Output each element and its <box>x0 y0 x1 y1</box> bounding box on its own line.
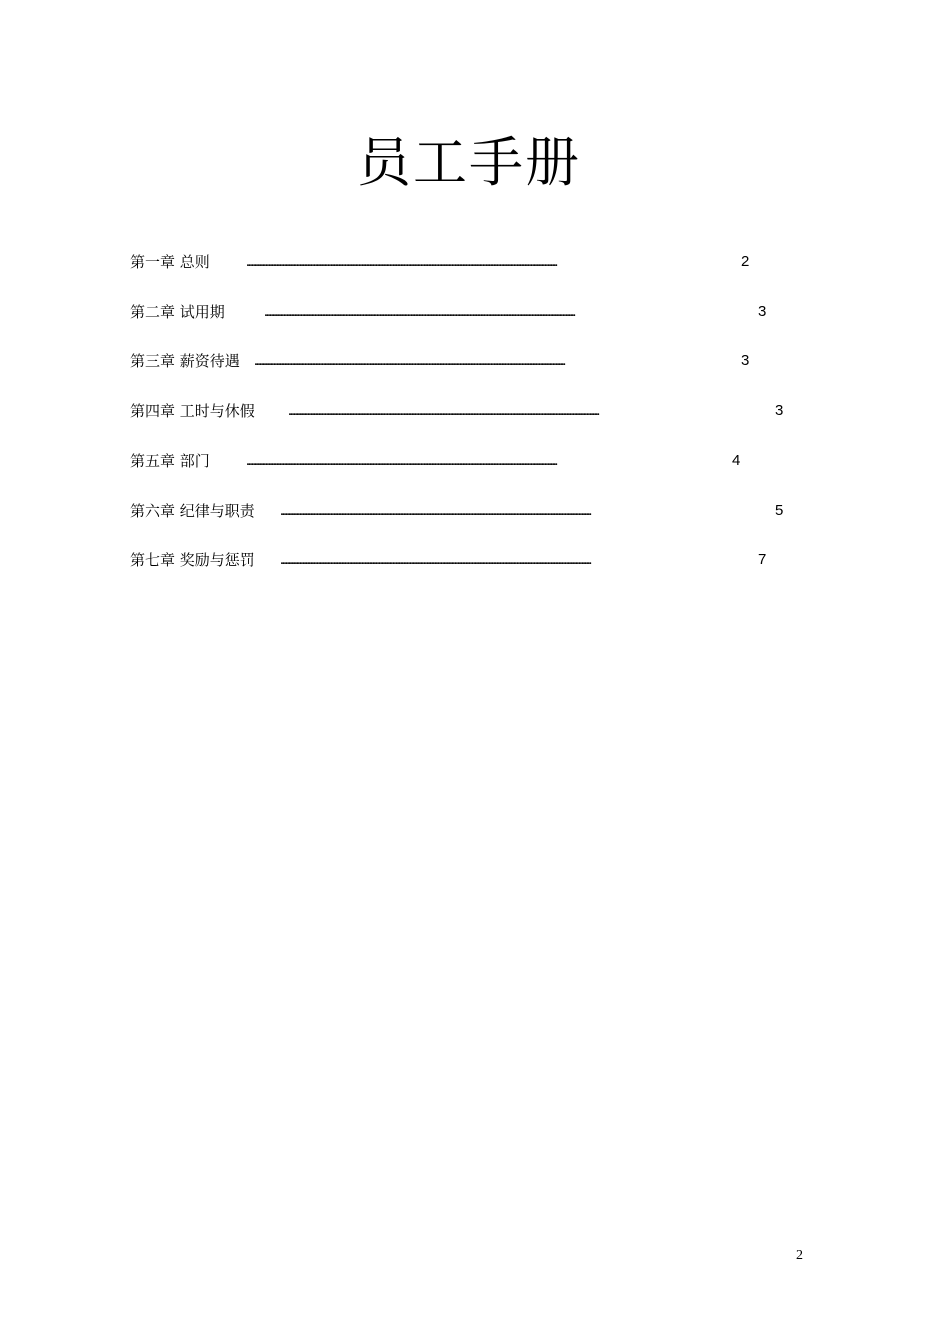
toc-entry-label: 第六章 纪律与职责 <box>130 502 255 520</box>
document-title: 员工手册 <box>357 131 581 194</box>
page-number: 2 <box>796 1248 803 1263</box>
toc-entry-label: 第三章 薪资待遇 <box>130 352 240 370</box>
toc-dot-leader: ........................................................................................................................................................................................................ <box>280 552 591 568</box>
toc-entry-label: 第一章 总则 <box>130 253 210 271</box>
toc-entry-page: 5 <box>775 502 784 519</box>
toc-dot-leader: ........................................................................................................................................................................................................ <box>246 254 557 270</box>
toc-entry-page: 3 <box>775 402 784 419</box>
toc-entry-label: 第五章 部门 <box>130 452 210 470</box>
toc-entry-page: 3 <box>758 303 767 320</box>
toc-entry-page: 7 <box>758 551 767 568</box>
toc-dot-leader: ........................................................................................................................................................................................................ <box>280 503 591 519</box>
toc-entry-page: 4 <box>732 452 741 469</box>
toc-entry-label: 第二章 试用期 <box>130 303 225 321</box>
toc-dot-leader: ........................................................................................................................................................................................................ <box>254 353 565 369</box>
toc-dot-leader: ........................................................................................................................................................................................................ <box>288 403 599 419</box>
toc-dot-leader: ........................................................................................................................................................................................................ <box>264 304 575 320</box>
toc-entry-page: 3 <box>741 352 750 369</box>
toc-entry-page: 2 <box>741 253 750 270</box>
toc-entry-label: 第七章 奖励与惩罚 <box>130 551 255 569</box>
toc-dot-leader: ........................................................................................................................................................................................................ <box>246 453 557 469</box>
toc-entry-label: 第四章 工时与休假 <box>130 402 255 420</box>
